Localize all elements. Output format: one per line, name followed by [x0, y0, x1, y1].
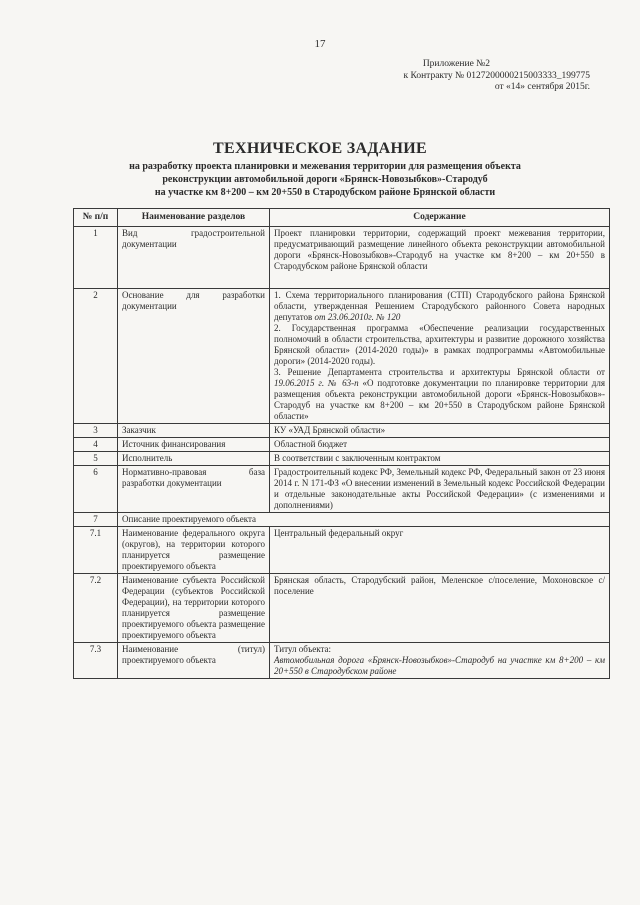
subtitle-line: на участке км 8+200 – км 20+550 в Стародубском районе Брянской области	[154, 187, 496, 198]
basis-item-3-title: «О подготовке документации по планировке территории для размещения объекта реконструкции автомобильной дороги «Брянск-Новозыбков»-Стародуб на участке км 8+200 – км 20+550 в Стародубском районе Брянской области»	[274, 378, 605, 421]
header-number: № п/п	[74, 209, 118, 227]
row-name: Нормативно-правовая база разработки документации	[118, 466, 270, 513]
object-title-value: Автомобильная дорога «Брянск-Новозыбков»-Стародуб на участке км 8+200 – км 20+550 в Стародубском районе	[274, 655, 605, 676]
row-content: Центральный федеральный округ	[270, 527, 610, 574]
table-row	[74, 438, 610, 452]
object-title-label: Титул объекта:	[274, 644, 332, 654]
contract-date: от «14» сентября 2015г.	[494, 82, 590, 92]
basis-item-1-text: 1. Схема территориального планирования (СТП) Стародубского района Брянской области, утвержденная Решением Стародубского районного Совета народных депутатов	[274, 290, 605, 322]
row-number: 3	[74, 424, 118, 438]
row-number: 7.2	[74, 574, 118, 643]
document-subtitle	[90, 160, 560, 199]
row-content: Проект планировки территории, содержащий проект межевания территории, предусматривающий размещение линейного объекта реконструкции автомобильной дороги «Брянск-Новозыбков»-Стародуб на участке км 8+200 – км 20+550 в Стародубском районе Брянской области	[270, 227, 610, 289]
basis-item-1	[274, 290, 605, 323]
row-name: Исполнитель	[118, 452, 270, 466]
table-row	[74, 643, 610, 679]
appendix-label: Приложение №2	[422, 59, 490, 69]
table-row	[74, 574, 610, 643]
table-row	[74, 227, 610, 289]
basis-item-3-text: 3. Решение Департамента строительства и архитектуры Брянской области от	[274, 367, 605, 377]
basis-item-3	[274, 367, 605, 422]
header-section-name: Наименование разделов	[118, 209, 270, 227]
subtitle-line: на разработку проекта планировки и межевания территории для размещения объекта	[129, 161, 521, 172]
row-content: КУ «УАД Брянской области»	[270, 424, 610, 438]
row-number: 1	[74, 227, 118, 289]
row-content	[270, 289, 610, 424]
basis-item-1-date: от 23.06.2010г. № 120	[314, 312, 401, 322]
row-name: Заказчик	[118, 424, 270, 438]
row-name: Вид градостроительной документации	[118, 227, 270, 289]
row-number: 5	[74, 452, 118, 466]
basis-item-2: 2. Государственная программа «Обеспечение реализации государственных полномочий в области строительства, архитектуры и развитие дорожного хозяйства Брянской области» (2014-2020 годы)» в рамках подпрограммы «Автомобильные дороги» (2014-2020 годы).	[274, 323, 605, 366]
table-row	[74, 513, 610, 527]
row-name: Основание для разработки документации	[118, 289, 270, 424]
row-name: Источник финансирования	[118, 438, 270, 452]
row-number: 7.1	[74, 527, 118, 574]
table-row	[74, 289, 610, 424]
row-number: 4	[74, 438, 118, 452]
header-content: Содержание	[270, 209, 610, 227]
row-number: 6	[74, 466, 118, 513]
row-name: Наименование федерального округа (округов), на территории которого планируется размещение проектируемого объекта	[118, 527, 270, 574]
specification-table	[73, 208, 610, 679]
row-content: Градостроительный кодекс РФ, Земельный кодекс РФ, Федеральный закон от 23 июня 2014 г. N 171-ФЗ «О внесении изменений в Земельный кодекс Российской Федерации и отдельные законодательные акты Российской Федерации» (с изменениями и дополнениями)	[270, 466, 610, 513]
page-number: 17	[314, 38, 326, 50]
row-content	[270, 643, 610, 679]
row-number: 2	[74, 289, 118, 424]
basis-item-3-date: 19.06.2015 г. № 63-п	[274, 378, 359, 388]
row-name: Наименование (титул) проектируемого объекта	[118, 643, 270, 679]
row-name: Наименование субъекта Российской Федерации (субъектов Российской Федерации), на территории которого планируется размещение проектируемого объекта размещение проектируемого объекта	[118, 574, 270, 643]
table-row	[74, 452, 610, 466]
subtitle-line: реконструкции автомобильной дороги «Брянск-Новозыбков»-Стародуб	[162, 174, 488, 185]
table-row	[74, 466, 610, 513]
row-number: 7	[74, 513, 118, 527]
document-title: ТЕХНИЧЕСКОЕ ЗАДАНИЕ	[213, 140, 427, 157]
table-row	[74, 424, 610, 438]
table-header-row	[74, 209, 610, 227]
row-content: Областной бюджет	[270, 438, 610, 452]
contract-number: к Контракту № 0127200000215003333_199775	[403, 71, 590, 81]
row-number: 7.3	[74, 643, 118, 679]
table-row	[74, 527, 610, 574]
row-name: Описание проектируемого объекта	[118, 513, 610, 527]
row-content: Брянская область, Стародубский район, Меленское с/поселение, Мохоновское с/поселение	[270, 574, 610, 643]
row-content: В соответствии с заключенным контрактом	[270, 452, 610, 466]
